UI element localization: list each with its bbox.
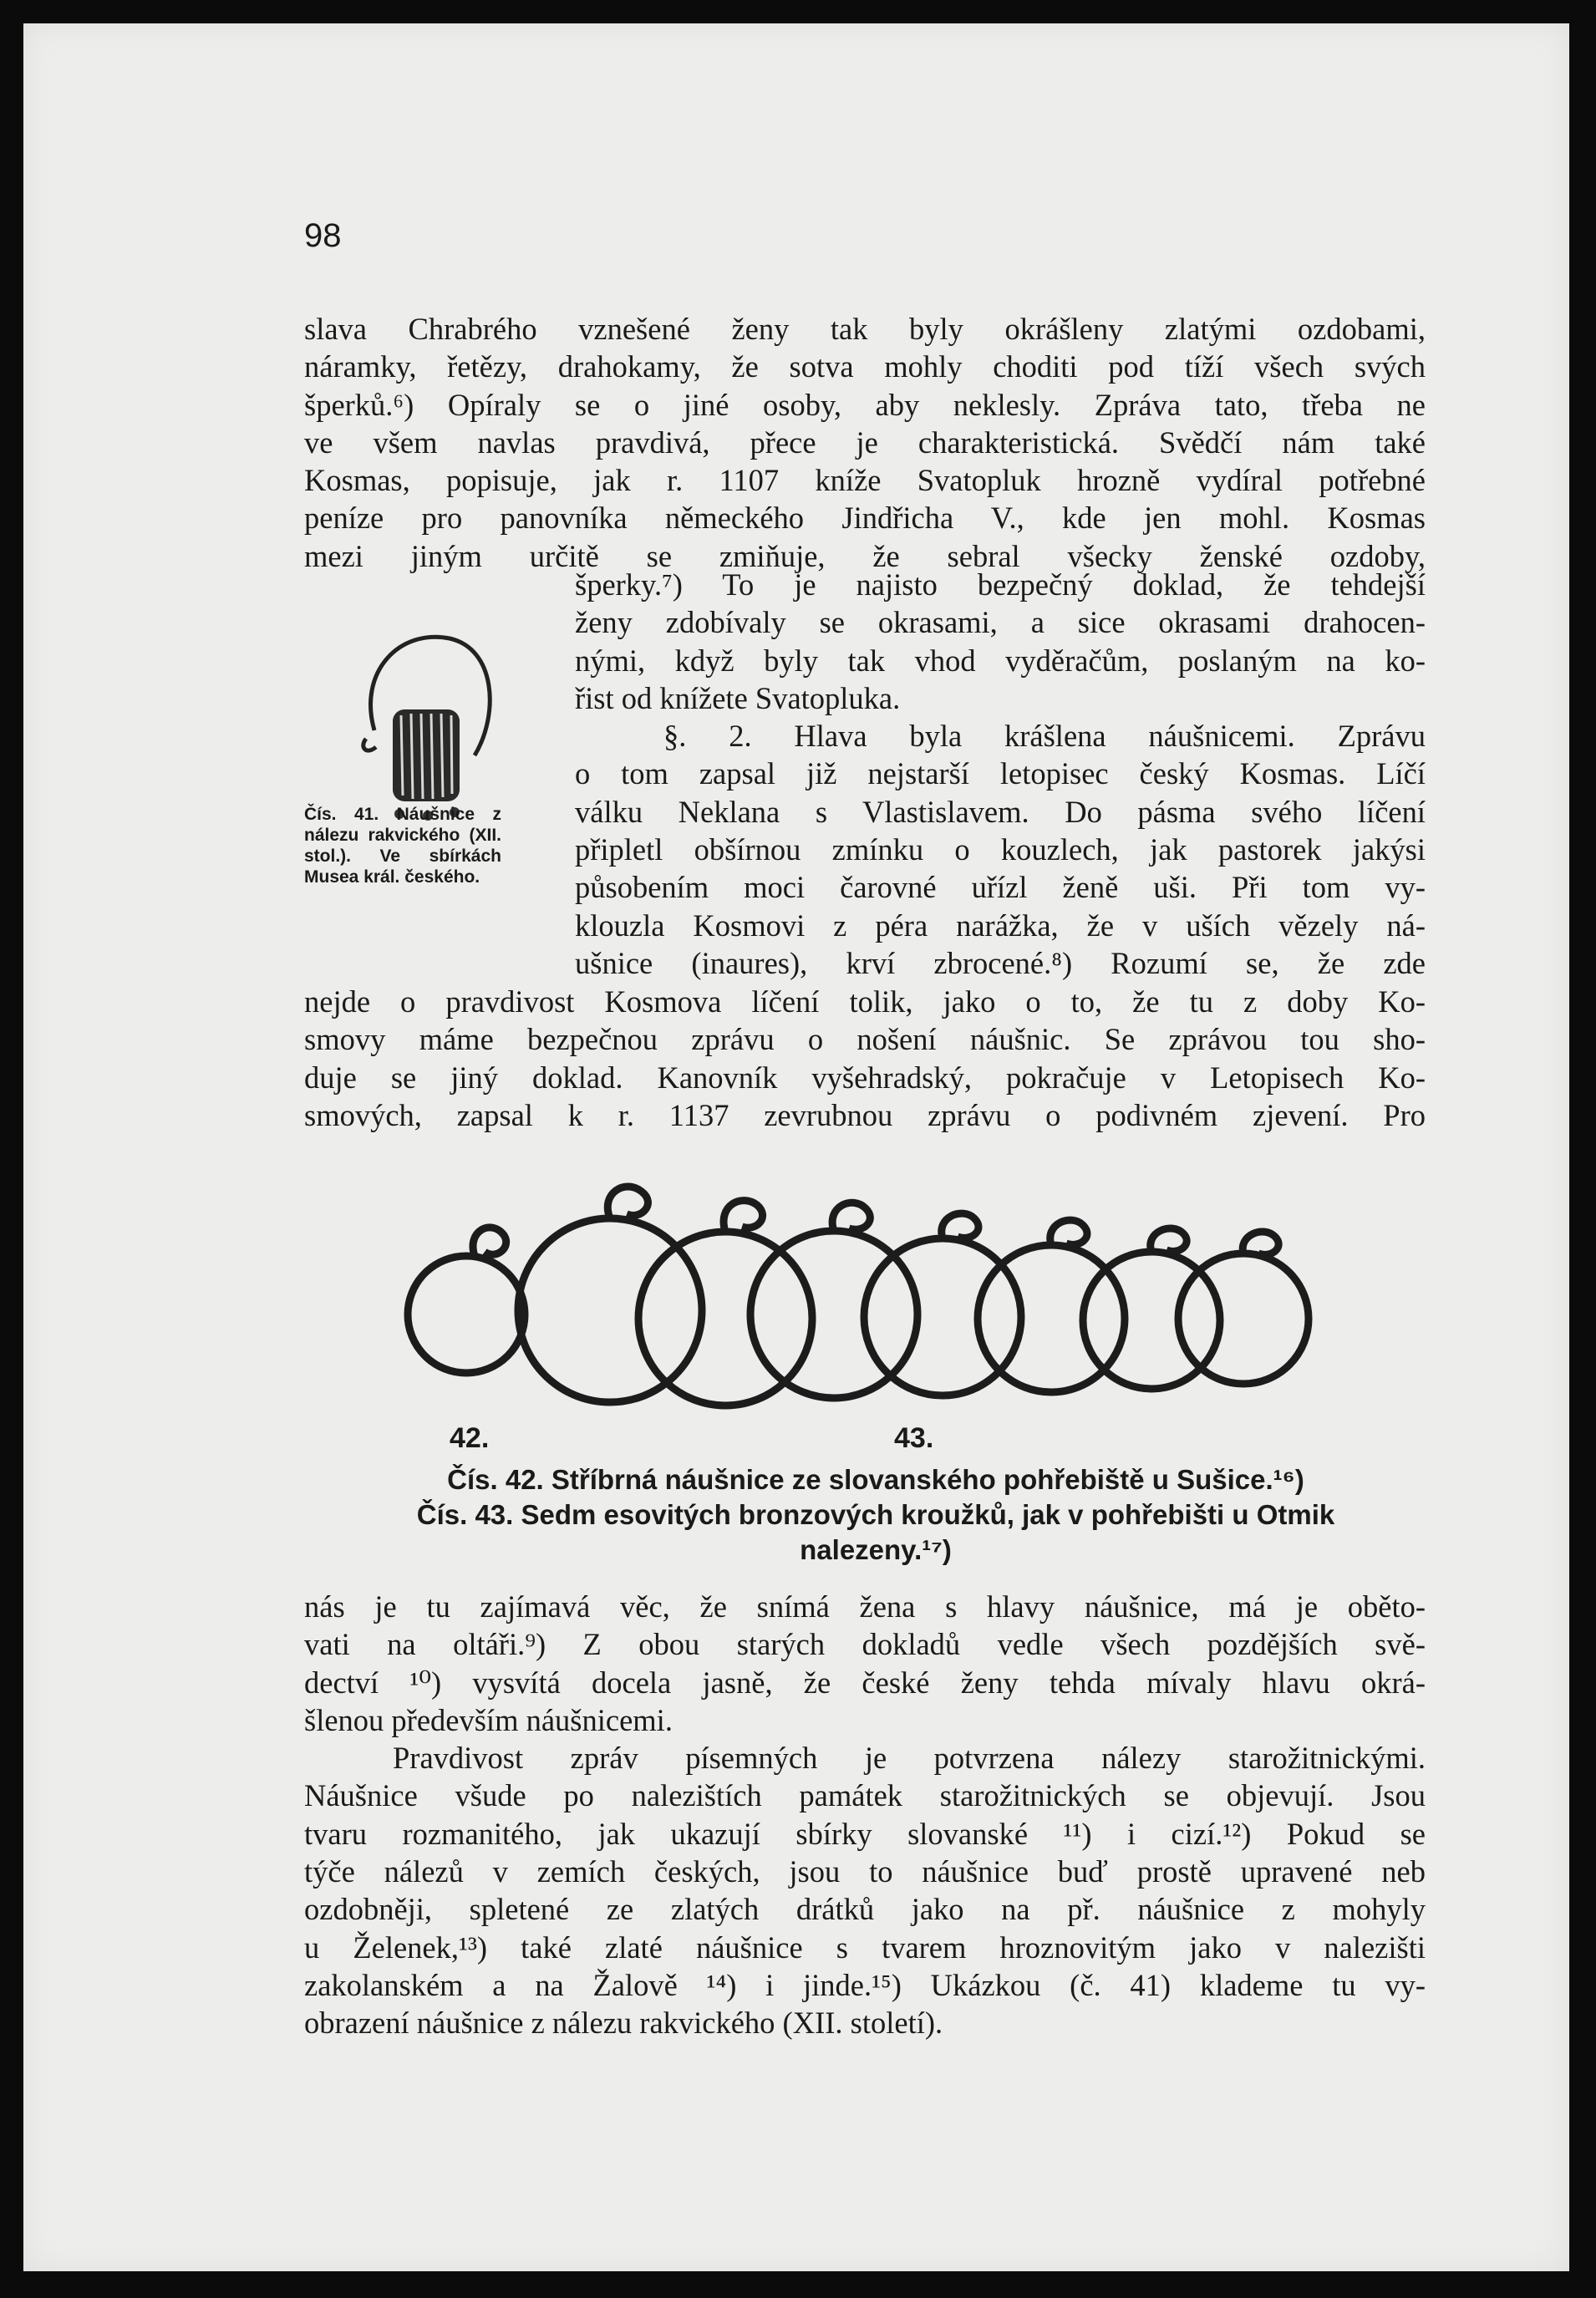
figure-43-caption-line1: Čís. 43. Sedm esovitých bronzových kroužků, jak v pohřebišti u Otmik <box>416 1499 1335 1530</box>
text-line: válku Neklana s Vlastislavem. Do pásma svého líčení <box>575 794 1426 829</box>
paragraph-wrapped <box>575 566 1426 982</box>
text-line: dectví ¹⁰) vysvítá docela jasně, že české ženy tehda mívaly hlavu okrá- <box>304 1665 1426 1700</box>
text-line: peníze pro panovníka německého Jindřicha V., kde jen mohl. Kosmas <box>304 501 1426 536</box>
text-line: vati na oltáři.⁹) Z obou starých dokladů vedle všech pozdějších svě- <box>304 1627 1426 1662</box>
text-line: obrazení náušnice z nálezu rakvického (XII. století). <box>304 2006 943 2041</box>
text-line: působením moci čarovné uřízl ženě uši. Při tom vy- <box>575 870 1426 905</box>
text-line: týče nálezů v zemích českých, jsou to náušnice buď prostě upravené neb <box>304 1854 1426 1889</box>
text-line: nás je tu zajímavá věc, že snímá žena s hlavy náušnice, má je oběto- <box>304 1589 1426 1624</box>
text-line: ušnice (inaures), krví zbrocené.⁸) Rozumí se, že zde <box>575 945 1426 980</box>
text-line: klouzla Kosmovi z péra narážka, že v uších vězely ná- <box>575 908 1426 943</box>
text-line: ženy zdobívaly se okrasami, a sice okrasami drahocen- <box>575 605 1426 640</box>
text-line: slava Chrabrého vznešené ženy tak byly okrášleny zlatými ozdobami, <box>304 312 1426 346</box>
text-line: o tom zapsal již nejstarší letopisec český Kosmas. Líčí <box>575 756 1426 791</box>
text-line: duje se jiný doklad. Kanovník vyšehradský, pokračuje v Letopisech Ko- <box>304 1060 1426 1095</box>
figure-42-label: 42. <box>450 1422 490 1454</box>
text-line: nými, když byly tak vhod vyděračům, poslaným na ko- <box>575 643 1426 678</box>
text-line: nejde o pravdivost Kosmova líčení tolik, jako o to, že tu z doby Ko- <box>304 984 1426 1019</box>
text-line: zakolanském a na Žalově ¹⁴) i jinde.¹⁵) Ukázkou (č. 41) klademe tu vy- <box>304 1967 1426 2002</box>
text-line: šperky.⁷) To je najisto bezpečný doklad, že tehdejší <box>575 567 1426 602</box>
text-line: mezi jiným určitě se zmiňuje, že sebral všecky ženské ozdoby, <box>304 538 1426 573</box>
figure-43-label: 43. <box>894 1422 934 1454</box>
text-line: Pravdivost zpráv písemných je potvrzena nálezy starožitnickými. <box>393 1741 1426 1776</box>
figure-41-earring-illustration <box>341 622 508 822</box>
paragraph-continued <box>304 983 1426 1134</box>
text-line: smových, zapsal k r. 1137 zevrubnou zprávu o podivném zjevení. Pro <box>304 1097 1426 1132</box>
text-line: šlenou především náušnicemi. <box>304 1702 673 1737</box>
figures-42-43-rings-illustration <box>391 1168 1344 1419</box>
paragraph-bottom <box>304 1588 1426 2042</box>
figure-41-caption: Čís. 41. Náušnice z nálezu rakvického (XII. stol.). Ve sbírkách Musea král. českého. <box>304 805 501 887</box>
text-line: Náušnice všude po nalezištích památek starožitnických se objevují. Jsou <box>304 1778 1426 1813</box>
text-line: ve všem navlas pravdivá, přece je charakteristická. Svědčí nám také <box>304 425 1426 460</box>
text-line: náramky, řetězy, drahokamy, že sotva mohly choditi pod tíží všech svých <box>304 349 1426 384</box>
page-number: 98 <box>304 217 342 254</box>
text-line: připletl obšírnou zmínku o kouzlech, jak pastorek jakýsi <box>575 832 1426 867</box>
figure-43-caption-line2: nalezeny.¹⁷) <box>800 1534 952 1565</box>
text-line: šperků.⁶) Opíraly se o jiné osoby, aby neklesly. Zpráva tato, třeba ne <box>304 387 1426 422</box>
text-line: ozdobněji, spletené ze zlatých drátků jako na př. náušnice z mohyly <box>304 1892 1426 1927</box>
paragraph-top <box>304 310 1426 575</box>
text-line: řist od knížete Svatopluka. <box>575 680 901 715</box>
text-line: Kosmas, popisuje, jak r. 1107 kníže Svatopluk hrozně vydíral potřebné <box>304 463 1426 498</box>
figure-42-caption: Čís. 42. Stříbrná náušnice ze slovanského pohřebiště u Sušice.¹⁶) <box>447 1464 1304 1495</box>
text-line: smovy máme bezpečnou zprávu o nošení náušnic. Se zprávou tou sho- <box>304 1022 1426 1057</box>
text-line: u Želenek,¹³) také zlaté náušnice s tvarem hroznovitým jako v nalezišti <box>304 1929 1426 1965</box>
section-heading-line: §. 2. Hlava byla krášlena náušnicemi. Zprávu <box>663 719 1426 754</box>
figures-42-43-caption <box>358 1462 1394 1568</box>
book-page <box>23 23 1569 2271</box>
text-line: tvaru rozmanitého, jak ukazují sbírky slovanské ¹¹) i cizí.¹²) Pokud se <box>304 1816 1426 1851</box>
